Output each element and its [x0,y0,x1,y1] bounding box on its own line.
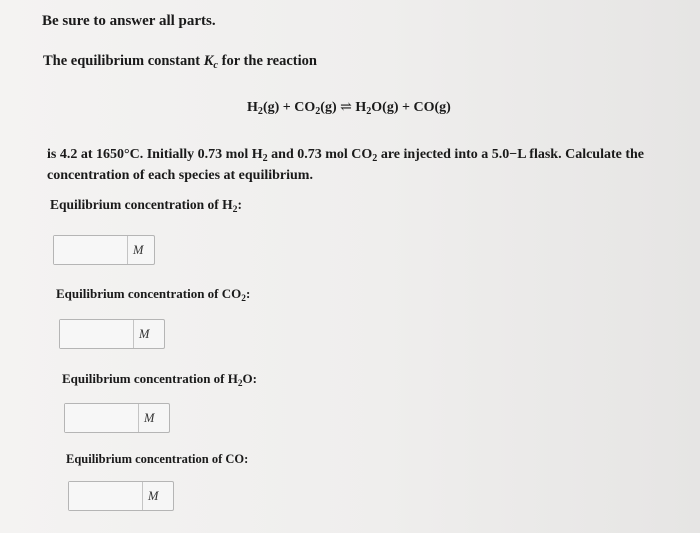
problem-h2-sub: 2 [262,153,268,165]
eq-h2-sub: 2 [257,106,263,118]
problem-part-1: is 4.2 at 1650°C. Initially 0.73 mol H [47,147,263,162]
equilibrium-constant-symbol [203,53,219,72]
question-label-co [66,452,248,467]
q1-label-text: Equilibrium concentration of H [50,197,233,212]
question-label-h2 [50,197,242,213]
molarity-unit: M [139,327,150,341]
h2-concentration-input[interactable] [54,236,128,264]
answer-box-h2o [64,403,170,433]
problem-lead [43,53,317,70]
k-subscript: c [213,60,219,72]
instructions: Be sure to answer all parts. [42,13,216,29]
eq-co2-state: (g) [320,100,341,115]
eq-h2o-state: O(g) + CO(g) [371,100,451,115]
q3-label-text: Equilibrium concentration of H [62,371,238,386]
answer-box-co2 [59,319,165,349]
equilibrium-arrow-icon: ⇌ [340,100,352,115]
problem-part-3: are injected into a 5.0−L flask. Calculate the concentration of each species at equilibrium. [47,147,645,183]
problem-co2-sub: 2 [372,153,378,165]
lead-prefix: The equilibrium constant [43,53,204,69]
q1-label-post: : [237,197,242,212]
eq-co2-sub: 2 [315,106,321,118]
q3-label-sub: 2 [237,378,243,389]
q2-label-sub: 2 [241,293,246,304]
co-concentration-input[interactable] [69,482,143,510]
k-symbol: K [203,53,214,69]
lead-suffix: for the reaction [218,53,317,69]
co2-concentration-input[interactable] [60,320,134,348]
eq-h2o-sub: 2 [366,106,372,118]
eq-h2-state: (g) + CO [262,100,316,115]
q4-label-text: Equilibrium concentration of CO: [66,452,249,466]
eq-h2: H [247,100,258,115]
problem-statement [47,144,677,186]
q2-label-post: : [245,286,251,301]
question-label-co2 [56,286,250,302]
molarity-unit: M [148,489,159,503]
h2o-concentration-input[interactable] [65,404,139,432]
reaction-equation [247,99,451,116]
molarity-unit: M [144,411,155,425]
problem-part-2: and 0.73 mol CO [267,147,373,162]
q3-label-post: O: [242,371,257,386]
eq-h2o-h: H [351,100,367,115]
q1-label-sub: 2 [232,203,238,215]
molarity-unit: M [133,243,144,257]
q2-label-text: Equilibrium concentration of CO [56,286,242,301]
answer-box-co [68,481,174,511]
answer-box-h2 [53,235,155,265]
question-label-h2o [62,371,257,387]
